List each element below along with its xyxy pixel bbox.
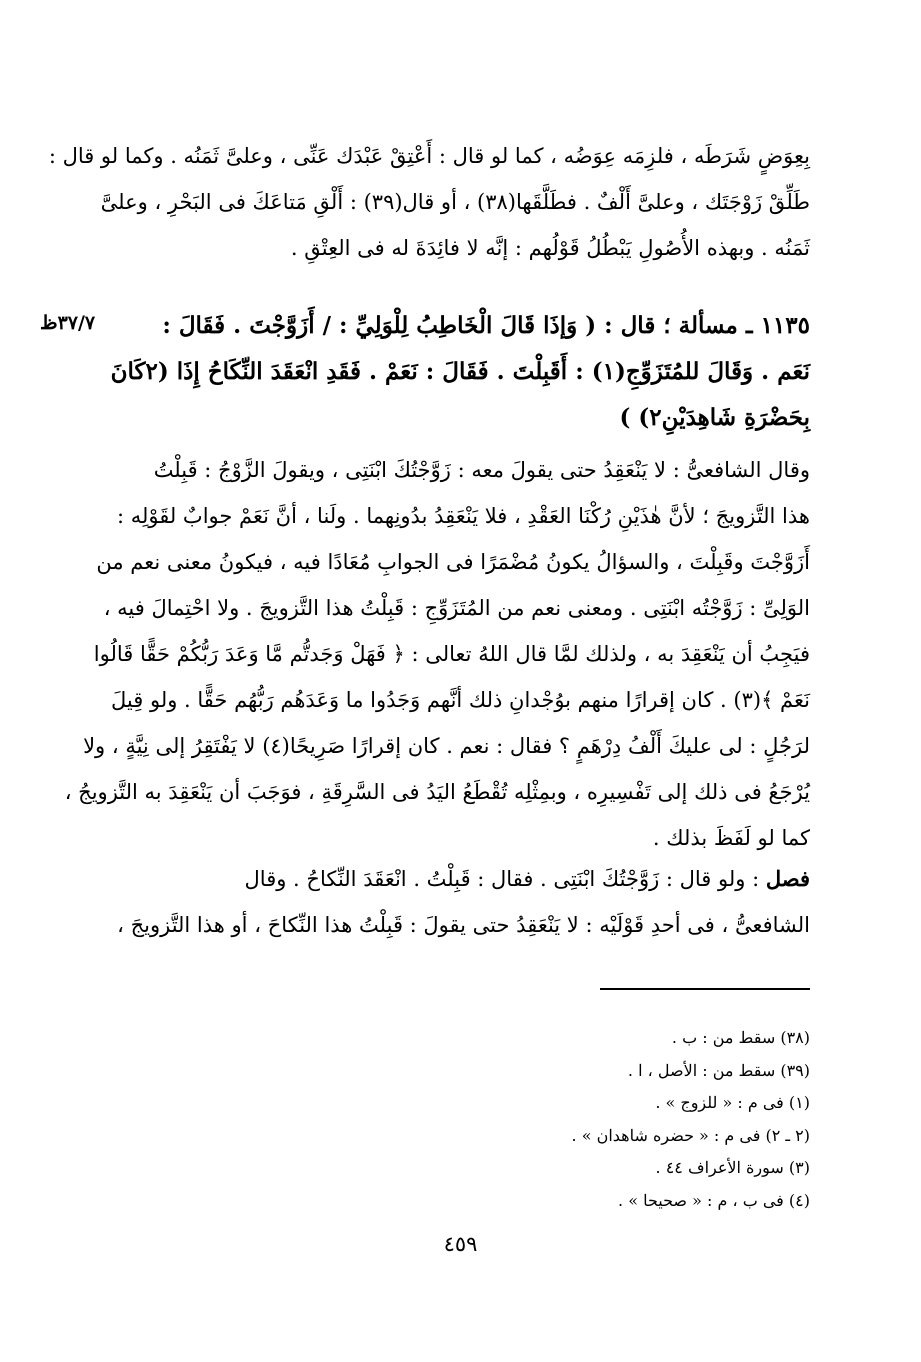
text-line: طَلِّقْ زَوْجَتَك ، وعلىَّ أَلْفٌ . فطَلَّقَها(٣٨) ، أو قال(٣٩) : أَلْقِ مَتاعَكَ فى البَحْرِ ، وعلىَّ [100,190,810,214]
intro-paragraph [48,133,810,271]
text-line: بِعِوَضٍ شَرَطَه ، فلزِمَه عِوَضُه ، كما لو قال : أَعْتِقْ عَبْدَك عَنِّى ، وعلىَّ ثَمَنُه . وكما لو قال : [48,144,810,168]
footnote: (٣٨) سقط من : ب . [671,1028,810,1047]
text-line [130,856,810,902]
footnote: (٢ ـ ٢) فى م : « حضره شاهدان » . [571,1125,810,1145]
footnote: (٣٩) سقط من : الأصل ، ا . [627,1060,810,1080]
text-line: كما لو لَفَظَ بذلك . [652,826,810,850]
text-line: يُرْجَعُ فى ذلك إلى تَفْسِيرِه ، وبمِثْلِه تُقْطَعُ اليَدُ فى السَّرِقَةِ ، فوَجَبَ أن يَنْعَقِدَ به التَّزويجُ ، [64,780,810,804]
footnote: (٤) فى ب ، م : « صحيحا » . [618,1190,810,1210]
fasl-paragraph [117,856,810,948]
page-number: ٤٥٩ [443,1232,478,1256]
text-line: هذا التَّزويجَ ؛ لأنَّ هٰذَيْنِ رُكْنَا العَقْدِ ، فلا يَنْعَقِدُ بدُونِهما . ولَنا ، أنَّ نَعَمْ جوابٌ لقَوْلِه : [116,504,810,528]
masala-heading [110,303,810,441]
footnote: (١) فى م : « للزوج » . [655,1093,810,1112]
fasl-line-text: : ولو قال : زَوَّجْتُكَ ابْنَتِى . فقال : قَبِلْتُ . انْعَقَدَ النِّكاحُ . وقال [244,867,760,891]
text-line: الوَلِىِّ : زَوَّجْتُه ابْنَتِى . ومعنى نعم من المُتَزَوِّجِ : قَبِلْتُ هذا التَّزويجَ . ولا احْتِمالَ فيه ، [103,596,810,620]
footnote-divider [600,988,810,990]
text-line: الشافعىُّ ، فى أحدِ قَوْلَيْه : لا يَنْعَقِدُ حتى يقولَ : قَبِلْتُ هذا النِّكاحَ ، أو هذا التَّزويجَ ، [117,913,810,937]
text-line: فيَجِبُ أن يَنْعَقِدَ به ، ولذلك لمَّا قال اللهُ تعالى : ﴿ فَهَلْ وَجَدتُّم مَّا وَعَدَ رَبُّكُمْ حَقًّا قَالُوا [93,642,810,666]
footnote: (٣) سورة الأعراف ٤٤ . [655,1158,810,1177]
text-line: لرَجُلٍ : لى عليكَ أَلْفُ دِرْهَمٍ ؟ فقال : نعم . كان إقرارًا صَرِيحًا(٤) لا يَفْتَقِرُ إلى نِيَّةٍ ، ولا [83,734,810,758]
text-line: أَزَوَّجْتَ وقَبِلْتَ ، والسؤالُ يكونُ مُضْمَرًا فى الجوابِ مُعَادًا فيه ، فيكونُ معنى نعم من [96,550,810,574]
text-line: ١١٣٥ ـ مسألة ؛ قال : ( وَإذَا قَالَ الْخَاطِبُ لِلْوَلِيِّ : / أَزَوَّجْتَ . فَقَالَ : [162,312,810,339]
text-line: نَعَم . وَقَالَ للمُتَزَوِّجِ(١) : أَقَبِلْتَ . فَقَالَ : نَعَمْ . فَقَدِ انْعَقَدَ النِّكَاحُ إِذَا (٢كَانَ [110,358,810,385]
fasl-label: فصل [765,866,810,891]
text-line: بِحَضْرَةِ شَاهِدَيْنِ٢) ) [619,404,810,431]
text-line: ثَمَنُه . وبهذه الأُصُولِ يَبْطُلُ قَوْلُهم : إنَّه لا فائِدَةَ له فى العِتْقِ . [290,236,810,260]
commentary-paragraph [64,447,810,861]
footnotes [480,1022,810,1217]
text-line: نَعَمْ ﴾(٣) . كان إقرارًا منهم بوُجْدانِ ذلك أنَّهم وَجَدُوا ما وَعَدَهُم رَبُّهُم حَقًّا . ولو قِيلَ [111,688,810,712]
margin-folio-note: ٣٧/٧ظ [40,312,96,334]
text-line: وقال الشافعىُّ : لا يَنْعَقِدُ حتى يقولَ معه : زَوَّجْتُكَ ابْنَتِى ، ويقولَ الزَّوْجُ : قَبِلْتُ [153,458,810,482]
